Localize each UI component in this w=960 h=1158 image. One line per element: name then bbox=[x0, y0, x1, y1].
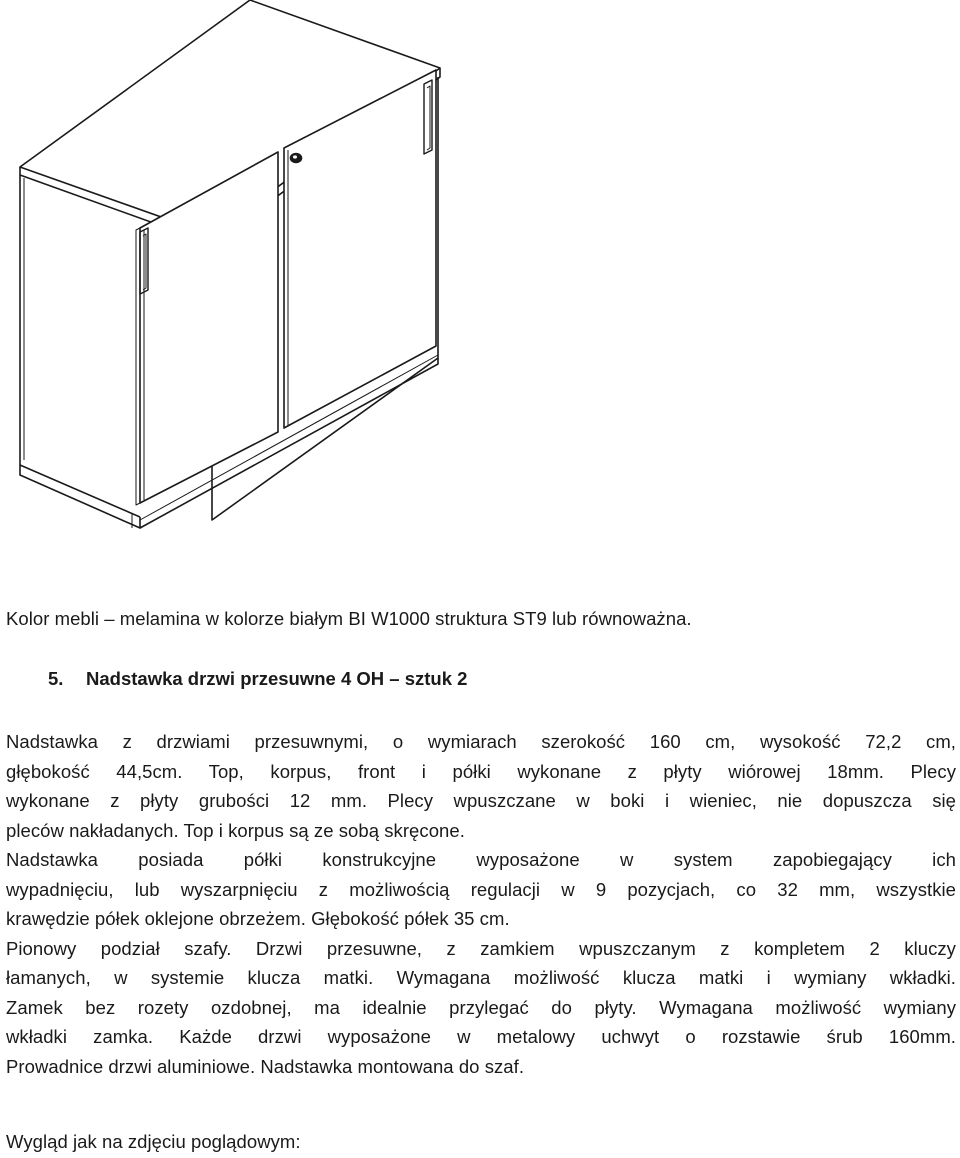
section-title: Nadstawka drzwi przesuwne 4 OH – sztuk 2 bbox=[86, 668, 468, 689]
description-line: Nadstawka posiada półki konstrukcyjne wyposażone w system zapobiegający ich bbox=[6, 849, 956, 870]
description-paragraph bbox=[6, 727, 956, 1081]
section-number: 5. bbox=[48, 668, 64, 689]
description-line: łamanych, w systemie klucza matki. Wymagana możliwość klucza matki i wymiany wkładki. bbox=[6, 967, 956, 988]
footer-paragraph bbox=[6, 1127, 956, 1157]
description-line: krawędzie półek oklejone obrzeżem. Głębokość półek 35 cm. bbox=[6, 908, 510, 929]
cabinet-drawing bbox=[0, 0, 960, 560]
cabinet-illustration bbox=[0, 0, 960, 560]
description-line: wykonane z płyty grubości 12 mm. Plecy wpuszczane w boki i wieniec, nie dopuszcza się bbox=[6, 790, 956, 811]
description-line: Nadstawka z drzwiami przesuwnymi, o wymiarach szerokość 160 cm, wysokość 72,2 cm, bbox=[6, 731, 956, 752]
description-line: wypadnięciu, lub wyszarpnięciu z możliwością regulacji w 9 pozycjach, co 32 mm, wszystkie bbox=[6, 878, 956, 900]
intro-text: Kolor mebli – melamina w kolorze białym BI W1000 struktura ST9 lub równoważna. bbox=[6, 608, 692, 629]
footer-text: Wygląd jak na zdjęciu poglądowym: bbox=[6, 1131, 301, 1152]
section-heading bbox=[48, 664, 467, 693]
description-line: wkładki zamka. Każde drzwi wyposażone w metalowy uchwyt o rozstawie śrub 160mm. bbox=[6, 1026, 956, 1047]
description-line: Pionowy podział szafy. Drzwi przesuwne, z zamkiem wpuszczanym z kompletem 2 kluczy bbox=[6, 937, 956, 959]
cabinet-side bbox=[20, 175, 140, 517]
description-line: głębokość 44,5cm. Top, korpus, front i półki wykonane z płyty wiórowej 18mm. Plecy bbox=[6, 760, 956, 782]
description-line: Prowadnice drzwi aluminiowe. Nadstawka montowana do szaf. bbox=[6, 1055, 525, 1077]
description-line: Zamek bez rozety ozdobnej, ma idealnie przylegać do płyty. Wymagana możliwość wymiany bbox=[6, 996, 956, 1018]
intro-paragraph bbox=[6, 604, 956, 634]
description-line: pleców nakładanych. Top i korpus są ze sobą skręcone. bbox=[6, 819, 465, 841]
